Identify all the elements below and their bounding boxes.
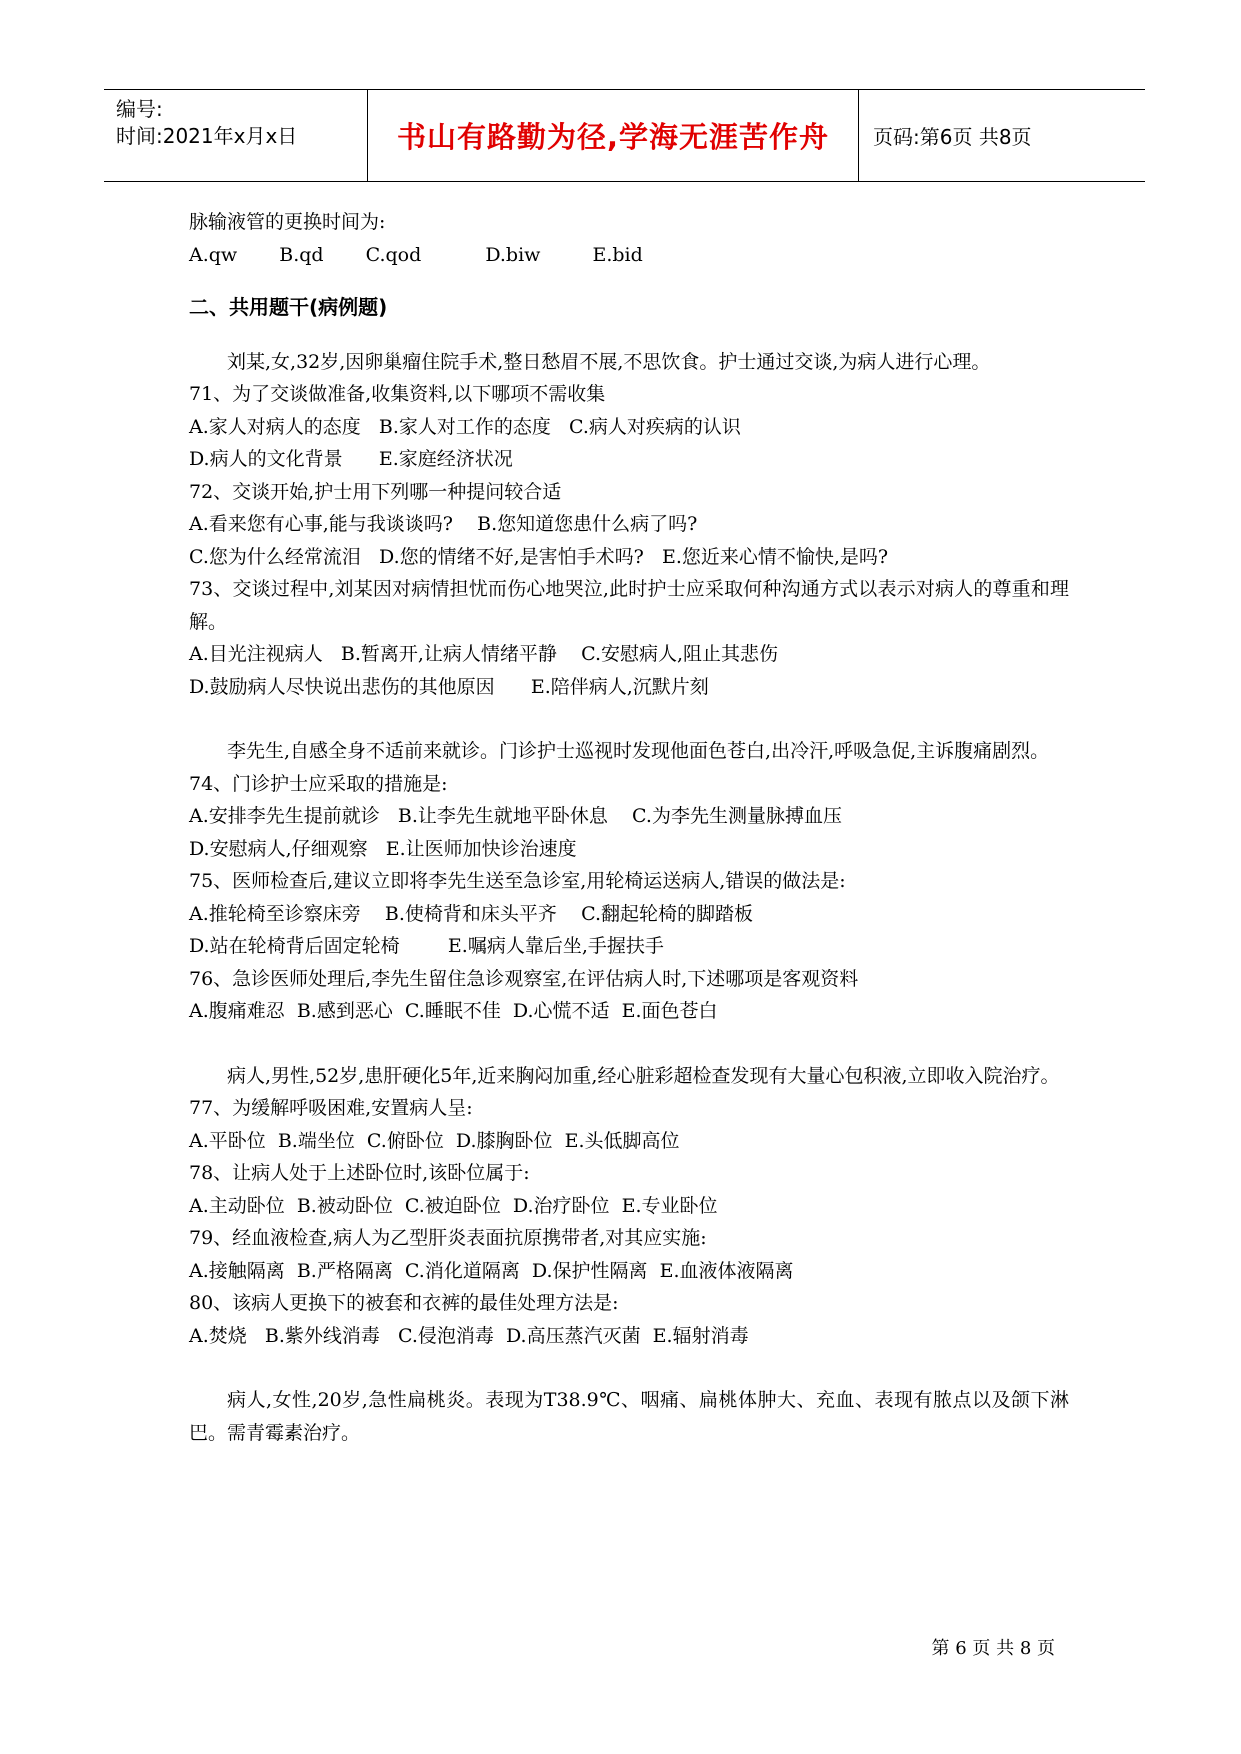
- option-d: D.biw: [485, 243, 541, 266]
- header-left-cell: [104, 90, 368, 181]
- case-line: A.平卧位 B.端坐位 C.俯卧位 D.膝胸卧位 E.头低脚高位: [189, 1129, 680, 1152]
- case-line: D.病人的文化背景 E.家庭经济状况: [189, 448, 513, 470]
- case-line: 76、急诊医师处理后,李先生留住急诊观察室,在评估病人时,下述哪项是客观资料: [189, 967, 859, 990]
- option-b: B.qd: [279, 243, 324, 266]
- motto-text: 书山有路勤为径,学海无涯苦作舟: [396, 120, 830, 154]
- case-line: 77、为缓解呼吸困难,安置病人呈:: [189, 1097, 473, 1119]
- case-line: A.看来您有心事,能与我谈谈吗? B.您知道您患什么病了吗?: [189, 513, 698, 535]
- case-line: A.腹痛难忍 B.感到恶心 C.睡眠不佳 D.心慌不适 E.面色苍白: [189, 1000, 718, 1022]
- intro-options: [189, 239, 1069, 272]
- case-line: 79、经血液检查,病人为乙型肝炎表面抗原携带者,对其应实施:: [189, 1227, 707, 1249]
- case-line: 71、为了交谈做准备,收集资料,以下哪项不需收集: [189, 383, 606, 405]
- case-line: 80、该病人更换下的被套和衣裤的最佳处理方法是:: [189, 1292, 619, 1314]
- page-label: 页码:第6页 共8页: [873, 125, 1032, 149]
- case-line: A.目光注视病人 B.暂离开,让病人情绪平静 C.安慰病人,阻止其悲伤: [189, 643, 779, 665]
- intro-text: 脉输液管的更换时间为:: [189, 211, 386, 233]
- spacer: [189, 1028, 1069, 1060]
- case-line: A.主动卧位 B.被动卧位 C.被迫卧位 D.治疗卧位 E.专业卧位: [189, 1194, 718, 1217]
- option-c: C.qod: [365, 243, 422, 266]
- case-4: [189, 1384, 1069, 1449]
- case-stem: 李先生,自感全身不适前来就诊。门诊护士巡视时发现他面色苍白,出冷汗,呼吸急促,主诉腹痛剧烈。: [227, 740, 1050, 762]
- option-a: A.qw: [189, 243, 238, 266]
- case-line: D.鼓励病人尽快说出悲伤的其他原因 E.陪伴病人,沉默片刻: [189, 675, 709, 698]
- page-header: [104, 89, 1145, 182]
- page-footer: 第 6 页 共 8 页: [931, 1638, 1055, 1659]
- case-2: [189, 735, 1069, 1028]
- time-label: 时间:2021年x月x日: [116, 124, 298, 148]
- case-line: C.您为什么经常流泪 D.您的情绪不好,是害怕手术吗? E.您近来心情不愉快,是吗?: [189, 545, 889, 568]
- spacer: [189, 1352, 1069, 1384]
- case-line: A.安排李先生提前就诊 B.让李先生就地平卧休息 C.为李先生测量脉搏血压: [189, 805, 842, 827]
- case-line: A.推轮椅至诊察床旁 B.使椅背和床头平齐 C.翻起轮椅的脚踏板: [189, 902, 753, 925]
- case-line: D.安慰病人,仔细观察 E.让医师加快诊治速度: [189, 837, 577, 860]
- case-stem: 病人,女性,20岁,急性扁桃炎。表现为T38.9℃、咽痛、扁桃体肿大、充血、表现有脓点以及颌下淋巴。需青霉素治疗。: [189, 1389, 1069, 1444]
- case-stem: 刘某,女,32岁,因卵巢瘤住院手术,整日愁眉不展,不思饮食。护士通过交谈,为病人进行心理。: [227, 350, 991, 373]
- option-e: E.bid: [592, 243, 643, 266]
- case-line: A.焚烧 B.紫外线消毒 C.侵泡消毒 D.高压蒸汽灭菌 E.辐射消毒: [189, 1324, 749, 1347]
- document-body: [189, 206, 1069, 1449]
- case-line: 73、交谈过程中,刘某因对病情担忧而伤心地哭泣,此时护士应采取何种沟通方式以表示对病人的尊重和理解。: [189, 578, 1069, 633]
- number-label: 编号:: [116, 97, 163, 121]
- spacer: [189, 703, 1069, 735]
- case-line: 74、门诊护士应采取的措施是:: [189, 772, 448, 795]
- case-line: A.家人对病人的态度 B.家人对工作的态度 C.病人对疾病的认识: [189, 415, 741, 438]
- header-page-cell: [859, 90, 1145, 181]
- header-motto-cell: [368, 90, 859, 181]
- section-title: 二、共用题干(病例题): [189, 295, 388, 319]
- case-line: A.接触隔离 B.严格隔离 C.消化道隔离 D.保护性隔离 E.血液体液隔离: [189, 1259, 794, 1282]
- case-line: 75、医师检查后,建议立即将李先生送至急诊室,用轮椅运送病人,错误的做法是:: [189, 870, 846, 892]
- case-line: 72、交谈开始,护士用下列哪一种提问较合适: [189, 480, 562, 503]
- case-1: [189, 346, 1069, 704]
- case-line: 78、让病人处于上述卧位时,该卧位属于:: [189, 1162, 530, 1184]
- case-3: [189, 1060, 1069, 1353]
- case-stem: 病人,男性,52岁,患肝硬化5年,近来胸闷加重,经心脏彩超检查发现有大量心包积液,立即收入院治疗。: [227, 1064, 1060, 1087]
- case-line: D.站在轮椅背后固定轮椅 E.嘱病人靠后坐,手握扶手: [189, 935, 664, 957]
